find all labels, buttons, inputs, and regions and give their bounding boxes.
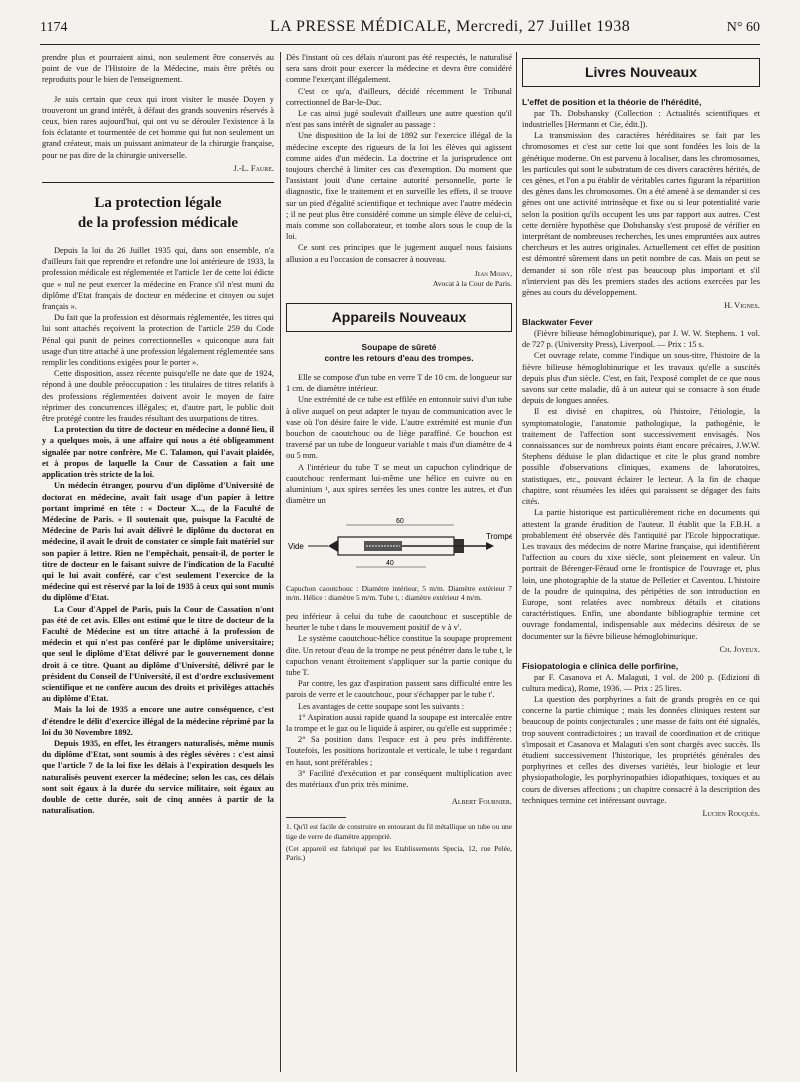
paragraph: Une extrémité de ce tube est effilée en entonnoir suivi d'un tube à olive auquel on peut adapter le tuyau de communication avec le vase où l'on désire faire le vide. L'autre extrémité est munie d'un bouchon de caoutchouc ou de liège paraffiné. Ce bouchon est traversé par un tube de longueur variable t mais d'un diamètre de 4 ou 5 mm. <box>286 395 512 461</box>
paragraph: Une disposition de la loi de 1892 sur l'exercice illégal de la médecine excepte des rigueurs de la loi les élèves qui agissent comme aides d'un médecin. La doctrine et la jurisprudence ont toujours cherché à limiter ces cas d'exemption. Du moment que l'assistant jouit d'une certaine autorité personnelle, porte le diagnostic, fixe le traitement et en surveille les effets, il se trouve sur un pied d'égalité scientifique et technique avec l'autre médecin ; il ne peut plus être considéré comme un simple élève de celui-ci, mais comme son collaborateur, et tombe alors sous le coup de la loi. <box>286 131 512 242</box>
dimension-40: 40 <box>386 559 394 567</box>
paragraph: Les avantages de cette soupape sont les suivants : <box>298 701 465 711</box>
article-title-line: contre les retours d'eau des trompes. <box>324 353 474 364</box>
paragraph: Il est divisé en chapitres, où l'histoire, l'étiologie, la symptomatologie, l'anatomie pathologique, la pathogénie, le traitement de l'affection sont successivement envisagés. Nos connaissances sur de nombreux points étant encore précaires, J.W.W. Stephens déduise le plan didactique et cite le plus grand nombre possible d'observations cliniques, examens de laboratoires, statistiques, etc., pouvant éclairer le lecteur. A la fin de chaque chapitre, sont résumées les idées qui paraissent se dégager des faits cités. <box>522 407 760 507</box>
article-title-line: Soupape de sûreté <box>361 342 437 353</box>
paragraph: La transmission des caractères héréditaires se fait par les chromosomes et c'est sur cette loi que sont fondées les lois de la génétique moderne. On est parvenu à localiser, dans les chromosomes, les particules qui sont le substratum de ces divers caractères hérités, de ces gènes, et l'on a pu établir de véritables cartes figurant la répartition des gènes dans les chromosomes. On a été amené à se demander si ces gènes ont une activité intrinsèque et fixe ou si leur potentialité varie selon la position qu'ils occupent les uns par rapport aux autres. C'est cette dernière hypothèse que Dobshansky s'est proposé de vérifier en interprétant de nombreuses recherches, les unes empruntées aux autres chercheurs et les autres originales. Actuellement cet effet de position est démontré sûrement dans un petit nombre de cas. Mais on peut se demander si son rôle n'est pas beaucoup plus important et s'il n'intervient pas dès les premiers stades des actions exercées par les gènes au cours du développement. <box>522 131 760 298</box>
arrow-head <box>486 542 494 550</box>
book-title: Blackwater Fever <box>522 317 593 328</box>
paragraph: Du fait que la profession est désormais réglementée, les titres qui lui sont attachés reçoivent la protection de l'article 259 du Code Pénal qui punit de peines correctionnelles « quiconque aura fait usage d'un titre attaché à une profession légalement réglementée sans remplir les conditions exigées pour le porter ». <box>42 313 274 368</box>
footnote-rule <box>286 817 346 818</box>
paragraph: La Cour d'Appel de Paris, puis la Cour de Cassation n'ont pas été de cet avis. Elles ont estimé que le titre de docteur de la Faculté de Médecine est un titre attaché à la profession de médecin et qui n'est pas conféré par le diplôme universitaire; que seul le diplôme d'Etat délivré par le gouvernement donne droit à ce titre. Quant au diplôme d'Université, délivré par le président du Conseil de l'Université, il est d'ordre exclusivement scientifique et ne confère aucun des droits et privilèges attachés au diplôme d'Etat. <box>42 604 274 704</box>
author-signature: Albert Fournier. <box>451 797 512 807</box>
paragraph: Dès l'instant où ces délais n'auront pas été respectés, le naturalisé sera sans droit pour exercer la médecine et devra être considéré comme l'exerçant illégalement. <box>286 53 512 85</box>
book-title: L'effet de position et la théorie de l'hérédité, <box>522 97 702 108</box>
article-title <box>286 342 512 364</box>
paragraph: prendre plus et pourraient ainsi, non seulement être conservés au point de vue de l'Histoire de la Médecine, mais être prêtés ou reproduits pour le bien de l'enseignement. <box>42 53 274 85</box>
book-title: Fisiopatologia e clinica delle porfirine, <box>522 660 679 671</box>
footnote: (Cet appareil est fabriqué par les Etablissements Specia, 12, rue Pelée, Paris.) <box>286 843 512 863</box>
issue-number: N° 60 <box>726 20 760 35</box>
column-2 <box>286 52 512 863</box>
paragraph: 2° Sa position dans l'espace est à peu près indifférente. Toutefois, les positions horizontale et verticale, le tube t regardant en haut, sont préférables ; <box>286 735 512 767</box>
paragraph: A l'intérieur du tube T se meut un capuchon cylindrique de caoutchouc renfermant lui-même une hélice en cuivre ou en aluminium ¹, aux spires serrées les unes contre les autres, et d'un diamètre un <box>286 462 512 506</box>
paragraph: Elle se compose d'un tube en verre T de 10 cm. de longueur sur 1 cm. de diamètre intérieur. <box>286 373 512 394</box>
paragraph: 3° Facilité d'exécution et par conséquent multiplication avec des matériaux d'un prix très minime. <box>286 768 512 789</box>
paragraph: C'est ce qu'a, d'ailleurs, décidé récemment le Tribunal correctionnel de Bar-le-Duc. <box>286 86 512 107</box>
paragraph: La partie historique est particulièrement riche en documents qui attestent la grande érudition de l'auteur. Il établit que la F.B.H. a probablement été observée dès l'antiquité par l'Ecole hippocratique. Les travaux des médecins de notre Marine française, qui identifièrent l'affection au cours du xixe siècle, sont pleinement en valeur. Un portrait de Bérenger-Féraud orne le frontispice de l'ouvrage et, plus loin, une photographie de la statue de Pelletier et Caventou. L'histoire de la poudre de quinquina, des péripéties de son introduction en Europe, sont relatées avec nombreux détails et citations caractéristiques. Enfin, une abondante bibliographie termine cet ouvrage fondamental, indispensable aux médecins désireux de se documenter sur la fièvre bilieuse hémoglobinurique. <box>522 508 760 641</box>
paragraph: Depuis 1935, en effet, les étrangers naturalisés, même munis du diplôme d'Etat, sont soumis à des règles sévères : c'est ainsi que l'article 7 de la loi fixe les délais à l'expiration desquels les naturalisés peuvent exercer la médecine; selon les cas, ces délais sont soit égaux à la durée du service militaire, soit égaux au double de cette durée, soit de cinq années à partir de la naturalisation. <box>42 738 274 816</box>
valve-diagram <box>286 513 512 582</box>
journal-title: LA PRESSE MÉDICALE, Mercredi, 27 Juillet 1938 <box>270 18 631 35</box>
paragraph: Je suis certain que ceux qui iront visiter le musée Doyen y trouveront un grand intérêt, à défaut des grands souvenirs réservés à ceux, bien rares aujourd'hui, qui ont vu se dérouler l'existence à la fois éclatante et tourmentée de cet homme qui fut non seulement un grand créateur, mais un puissant animateur de la chirurgie française, pour ne pas dire de la chirurgie universelle. <box>42 94 274 160</box>
paragraph: Mais la loi de 1935 a encore une autre conséquence, c'est d'étendre le délit d'exercice illégal de la médecine réprimé par la loi du 30 Novembre 1892. <box>42 705 274 737</box>
figure-caption: Capuchon caoutchouc : Diamètre intérieur, 5 m/m. Diamètre extérieur 7 m/m. Hélice : diamètre 5 m/m. Tube t, : diamètre extérieur 4 m/m. <box>286 583 512 603</box>
paragraph: Le cas ainsi jugé soulevait d'ailleurs une autre question qu'il n'est pas sans intérêt de signaler au passage : <box>286 109 512 130</box>
column-divider <box>516 52 517 1072</box>
label-vide: Vide <box>288 541 304 551</box>
header-rule <box>40 44 760 45</box>
paragraph: La question des porphyrines a fait de grands progrès en ce qui concerne la partie chimique ; mais les données cliniques restent sur beaucoup de points conjecturales ; une masse de faits ont été signalés, trop souvent contradictoires ; un travail de coordination et de critique s'imposait et Casanova et Malaguti s'en sont chargés avec succès. Ils étudient successivement l'historique, les propriétés générales des porphyrines et celles des diverses variétés, leur biologie et leur physiopathologie, les porphyrinopathies idiopathiques, toxiques et au cours de diverses affections ; un chapitre consacré à la description des techniques termine cet intéressant ouvrage. <box>522 694 760 805</box>
section-title: Livres Nouveaux <box>522 58 760 87</box>
article-title <box>42 193 274 233</box>
paragraph: Cette disposition, assez récente puisqu'elle ne date que de 1924, répond à une double préoccupation : les titulaires de titres relatifs à des professions réglementées doivent avoir le moyen de faire réprimer des concurrences illégales; et, d'autre part, le public doit être protégé contre les fraudes résultant des usurpations de titres. <box>42 369 274 424</box>
column-1 <box>42 52 274 816</box>
paragraph: 1° Aspiration aussi rapide quand la soupape est intercalée entre la trompe et le gaz ou le liquide à aspirer, ou qu'elle est supprimée ; <box>286 712 512 733</box>
book-meta: par Th. Dobshansky (Collection : Actualités scientifiques et industrielles [Hermann et Cie, édit.]). <box>522 109 760 130</box>
author-role: Avocat à la Cour de Paris. <box>432 278 512 288</box>
author-signature: Lucien Rouquès. <box>702 808 760 818</box>
paragraph: La protection du titre de docteur en médecine a donné lieu, il y a quelques mois, à une affaire qui nous a été obligeamment signalée par notre confrère, Me C. Talamon, qui l'avait plaidée, et à propos de laquelle la Cour de Cassation a fait une application très stricte de la loi. <box>42 425 274 480</box>
author-signature: Jean Mosny, <box>474 268 512 278</box>
paragraph: Un médecin étranger, pourvu d'un diplôme d'Université de doctorat en médecine, avait fait usage d'un papier à lettre portant imprimé en tête : « Docteur X..., de la Faculté de Médecine de Paris. » Il soutenait que, puisque la Faculté de Médecine de Paris lui avait délivré le diplôme du doctorat en médecine, il avait le droit de constater ce simple fait matériel sur son papier à lettre. Rien ne l'empêchait, pensait-il, de porter le titre de docteur en le faisant suivre de l'indication de la Faculté qui le lui avait conféré, car c'est seulement l'exercice de la médecine qui est réservé par la loi de 1935 à ceux qui sont munis du diplôme d'Etat. <box>42 481 274 603</box>
article-title-line: La protection légale <box>94 195 222 212</box>
paragraph: peu inférieur à celui du tube de caoutchouc et susceptible de heurter le tube t dans le mouvement positif de v à v'. <box>286 611 512 633</box>
footnote: 1. Qu'il est facile de construire en entourant du fil métallique un tube ou une tige de verre de diamètre approprié. <box>286 822 512 841</box>
paragraph: Par contre, les gaz d'aspiration passent sans difficulté entre les parois de verre et le caoutchouc, pour s'échapper par le tube t'. <box>286 679 512 700</box>
page-number: 1174 <box>40 20 68 35</box>
paragraph: Ce sont ces principes que le jugement auquel nous faisions allusion a eu l'occasion de consacrer à nouveau. <box>286 243 512 264</box>
journal-name: LA PRESSE MÉDICALE <box>270 18 448 35</box>
paragraph: Cet ouvrage relate, comme l'indique un sous-titre, l'histoire de la fièvre bilieuse hémoglobinurique et les travaux qu'elle a suscités depuis plus d'un siècle. C'est, en fait, l'exposé complet de ce que nous savons sur cette maladie, dû à un auteur qui se consacre à son étude depuis de longues années. <box>522 351 760 406</box>
page-header <box>40 18 760 42</box>
author-signature: H. Vignes. <box>724 301 760 311</box>
issue-date: Mercredi, 27 Juillet 1938 <box>456 18 631 35</box>
olive-tip <box>328 540 338 552</box>
author-signature: Ch. Joyeux. <box>719 644 760 654</box>
book-meta: par F. Casanova et A. Malaguti, 1 vol. de 200 p. (Edizioni di cultura medica), Rome, 1936. — Prix : 25 lires. <box>522 672 760 693</box>
book-meta: (Fièvre bilieuse hémoglobinurique), par J. W. W. Stephens. 1 vol. de 727 p. (University Press), Liverpool. — Prix : 15 s. <box>522 329 760 350</box>
column-divider <box>280 52 281 1072</box>
valve-diagram-svg <box>286 513 512 579</box>
paragraph: Depuis la loi du 26 Juillet 1935 qui, dans son ensemble, n'a d'ailleurs fait que reprendre et refondre une loi antérieure de 1933, la profession médicale est réglementée et l'article 1er de cette loi édicte que « nul ne peut exercer la médecine en France s'il n'est muni du diplôme d'Etat français de docteur en médecine et citoyen ou sujet français ». <box>42 246 274 312</box>
author-signature: J.-L. Faure. <box>233 163 274 173</box>
section-title: Appareils Nouveaux <box>286 303 512 332</box>
label-trompe: Trompe <box>486 531 512 541</box>
dimension-60: 60 <box>396 517 404 525</box>
article-title-line: de la profession médicale <box>77 215 239 232</box>
article-rule <box>42 182 274 183</box>
paragraph: Le système caoutchouc-hélice constitue la soupape proprement dite. Un retour d'eau de la trompe ne peut pénétrer dans le tube t, le capuchon venant étroitement s'appliquer sur la partie conique du tube T. <box>286 634 512 677</box>
column-3 <box>522 52 760 823</box>
